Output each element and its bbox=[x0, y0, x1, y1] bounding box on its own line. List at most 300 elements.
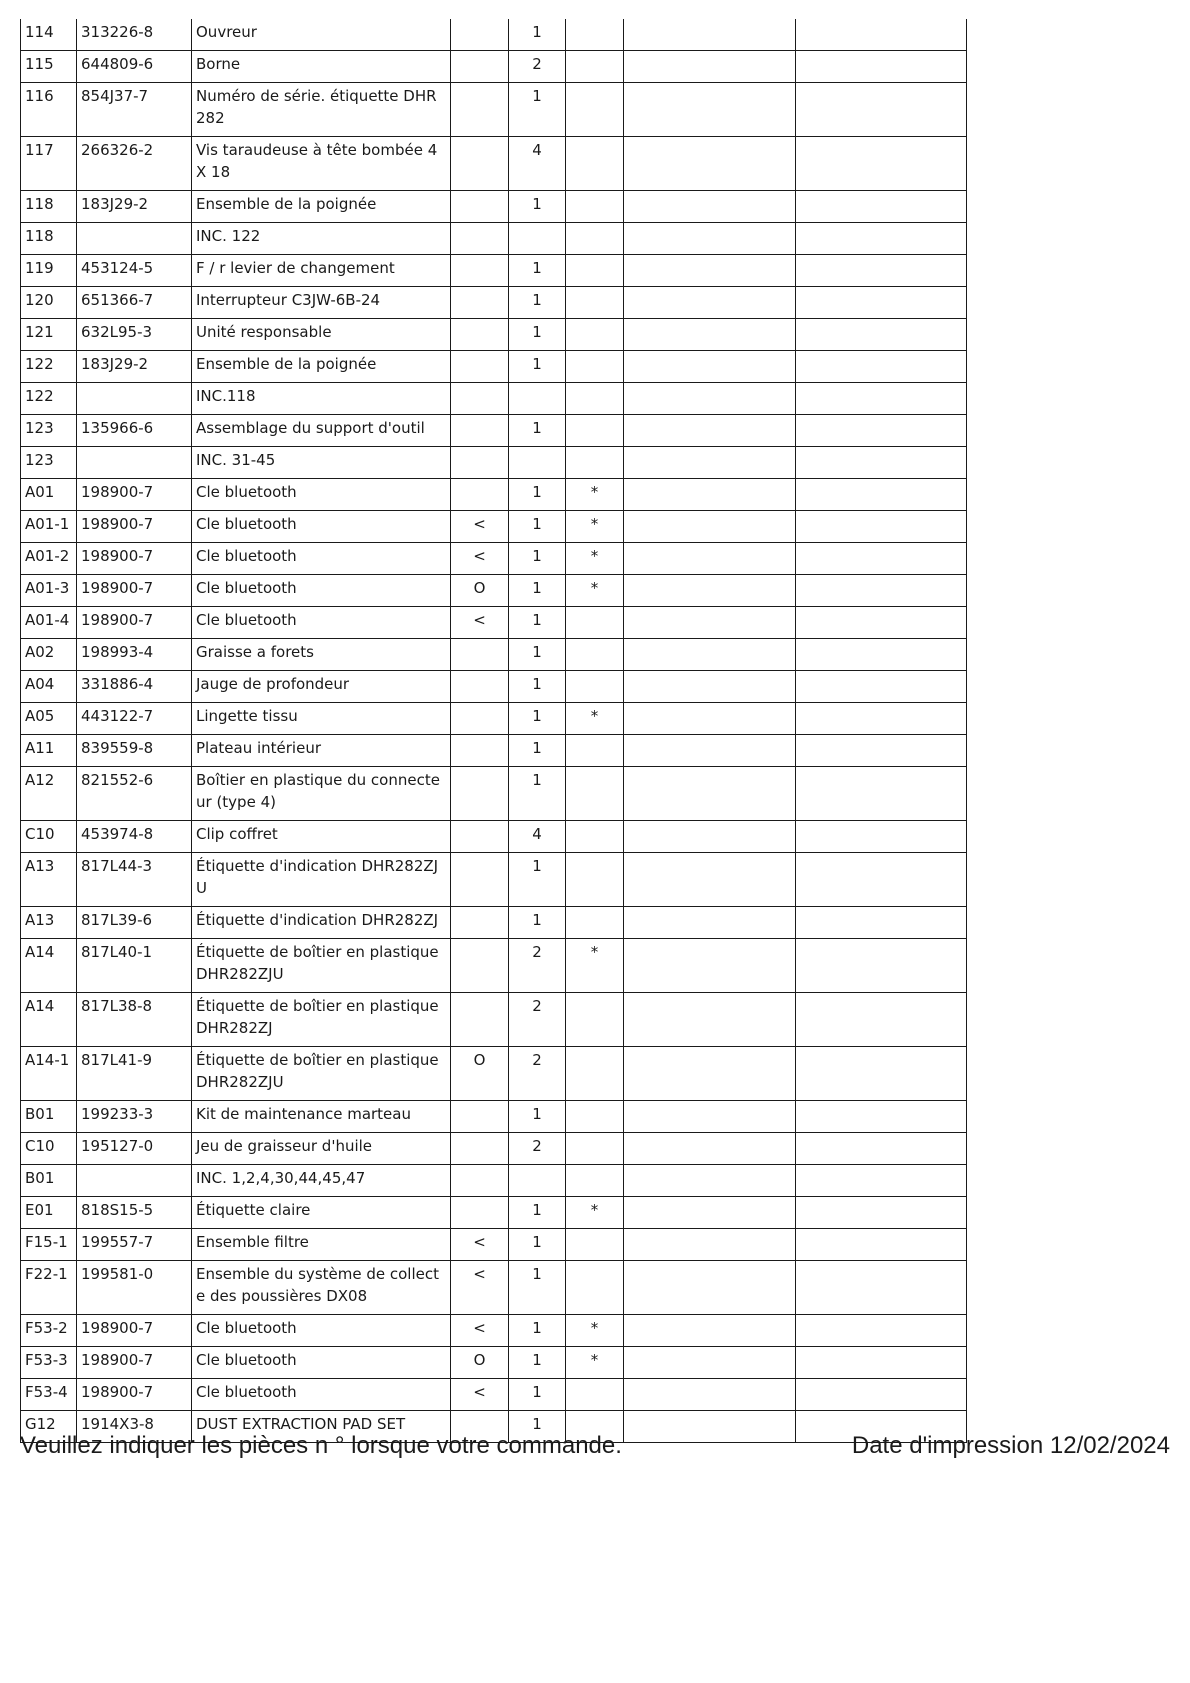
cell-quantity: 1 bbox=[509, 1379, 566, 1411]
cell-star: * bbox=[566, 511, 624, 543]
cell-part-number: 198900-7 bbox=[77, 575, 192, 607]
cell-empty bbox=[796, 83, 967, 137]
cell-mark: < bbox=[451, 511, 509, 543]
table-row bbox=[21, 1379, 967, 1411]
cell-mark bbox=[451, 1101, 509, 1133]
cell-description: INC. 122 bbox=[192, 223, 451, 255]
cell-star bbox=[566, 137, 624, 191]
cell-empty bbox=[624, 223, 796, 255]
cell-ref: A04 bbox=[21, 671, 77, 703]
cell-ref: B01 bbox=[21, 1101, 77, 1133]
cell-empty bbox=[796, 1197, 967, 1229]
cell-ref: C10 bbox=[21, 821, 77, 853]
cell-description: F / r levier de changement bbox=[192, 255, 451, 287]
cell-empty bbox=[624, 939, 796, 993]
cell-description: INC. 1,2,4,30,44,45,47 bbox=[192, 1165, 451, 1197]
cell-empty bbox=[624, 1047, 796, 1101]
cell-part-number: 199233-3 bbox=[77, 1101, 192, 1133]
cell-empty bbox=[624, 1133, 796, 1165]
cell-part-number: 821552-6 bbox=[77, 767, 192, 821]
cell-star bbox=[566, 639, 624, 671]
cell-quantity: 1 bbox=[509, 639, 566, 671]
cell-empty bbox=[624, 287, 796, 319]
cell-star bbox=[566, 223, 624, 255]
cell-empty bbox=[624, 51, 796, 83]
cell-part-number: 453974-8 bbox=[77, 821, 192, 853]
cell-description: Interrupteur C3JW-6B-24 bbox=[192, 287, 451, 319]
cell-description: Boîtier en plastique du connecte ur (type 4) bbox=[192, 767, 451, 821]
cell-mark: < bbox=[451, 1261, 509, 1315]
cell-ref: A14-1 bbox=[21, 1047, 77, 1101]
cell-ref: C10 bbox=[21, 1133, 77, 1165]
table-row bbox=[21, 351, 967, 383]
cell-description: INC. 31-45 bbox=[192, 447, 451, 479]
cell-star bbox=[566, 607, 624, 639]
cell-quantity: 1 bbox=[509, 607, 566, 639]
cell-star bbox=[566, 1379, 624, 1411]
cell-quantity: 1 bbox=[509, 543, 566, 575]
cell-mark bbox=[451, 447, 509, 479]
cell-star bbox=[566, 1165, 624, 1197]
table-row bbox=[21, 255, 967, 287]
cell-quantity: 1 bbox=[509, 1229, 566, 1261]
page-footer bbox=[20, 1432, 1170, 1460]
cell-part-number: 198993-4 bbox=[77, 639, 192, 671]
table-row bbox=[21, 447, 967, 479]
cell-part-number: 198900-7 bbox=[77, 1347, 192, 1379]
cell-part-number: 443122-7 bbox=[77, 703, 192, 735]
cell-description: Plateau intérieur bbox=[192, 735, 451, 767]
cell-empty bbox=[624, 1261, 796, 1315]
cell-star bbox=[566, 83, 624, 137]
cell-empty bbox=[796, 1229, 967, 1261]
cell-ref: A01 bbox=[21, 479, 77, 511]
cell-part-number: 651366-7 bbox=[77, 287, 192, 319]
cell-ref: A14 bbox=[21, 993, 77, 1047]
cell-ref: 117 bbox=[21, 137, 77, 191]
cell-part-number: 199557-7 bbox=[77, 1229, 192, 1261]
cell-mark bbox=[451, 383, 509, 415]
table-row bbox=[21, 821, 967, 853]
cell-ref: F53-3 bbox=[21, 1347, 77, 1379]
cell-quantity: 2 bbox=[509, 993, 566, 1047]
cell-empty bbox=[796, 511, 967, 543]
cell-empty bbox=[624, 319, 796, 351]
cell-star bbox=[566, 1047, 624, 1101]
cell-star: * bbox=[566, 1347, 624, 1379]
cell-star bbox=[566, 735, 624, 767]
cell-description: Cle bluetooth bbox=[192, 1315, 451, 1347]
cell-part-number: 135966-6 bbox=[77, 415, 192, 447]
cell-empty bbox=[796, 703, 967, 735]
parts-table-body bbox=[21, 19, 967, 1443]
cell-empty bbox=[624, 767, 796, 821]
table-row bbox=[21, 735, 967, 767]
cell-star bbox=[566, 1133, 624, 1165]
cell-quantity: 1 bbox=[509, 735, 566, 767]
cell-empty bbox=[796, 735, 967, 767]
table-row bbox=[21, 223, 967, 255]
cell-mark bbox=[451, 1133, 509, 1165]
cell-empty bbox=[796, 1347, 967, 1379]
cell-description: Graisse a forets bbox=[192, 639, 451, 671]
cell-empty bbox=[796, 447, 967, 479]
cell-quantity: 1 bbox=[509, 83, 566, 137]
cell-quantity bbox=[509, 383, 566, 415]
cell-ref: A13 bbox=[21, 907, 77, 939]
cell-description: Étiquette de boîtier en plastique DHR282ZJU bbox=[192, 939, 451, 993]
cell-quantity: 4 bbox=[509, 137, 566, 191]
cell-empty bbox=[796, 383, 967, 415]
cell-description: Cle bluetooth bbox=[192, 543, 451, 575]
cell-star: * bbox=[566, 939, 624, 993]
cell-part-number: 453124-5 bbox=[77, 255, 192, 287]
cell-description: Ensemble filtre bbox=[192, 1229, 451, 1261]
cell-description: Jauge de profondeur bbox=[192, 671, 451, 703]
cell-description: Unité responsable bbox=[192, 319, 451, 351]
cell-description: DUST EXTRACTION PAD SET bbox=[192, 1411, 451, 1443]
table-row bbox=[21, 1197, 967, 1229]
cell-quantity: 1 bbox=[509, 19, 566, 51]
cell-empty bbox=[624, 671, 796, 703]
table-row bbox=[21, 287, 967, 319]
cell-empty bbox=[796, 191, 967, 223]
cell-part-number bbox=[77, 383, 192, 415]
cell-part-number: 199581-0 bbox=[77, 1261, 192, 1315]
cell-mark bbox=[451, 907, 509, 939]
table-row bbox=[21, 1047, 967, 1101]
table-row bbox=[21, 51, 967, 83]
cell-ref: 122 bbox=[21, 383, 77, 415]
cell-mark: < bbox=[451, 1379, 509, 1411]
cell-empty bbox=[796, 607, 967, 639]
cell-part-number: 183J29-2 bbox=[77, 191, 192, 223]
cell-empty bbox=[796, 671, 967, 703]
cell-empty bbox=[624, 511, 796, 543]
table-row bbox=[21, 543, 967, 575]
cell-description: Ensemble de la poignée bbox=[192, 351, 451, 383]
cell-description: Cle bluetooth bbox=[192, 1379, 451, 1411]
cell-empty bbox=[796, 319, 967, 351]
cell-empty bbox=[796, 1133, 967, 1165]
cell-mark bbox=[451, 223, 509, 255]
cell-quantity: 1 bbox=[509, 853, 566, 907]
cell-part-number bbox=[77, 1165, 192, 1197]
cell-mark bbox=[451, 639, 509, 671]
cell-ref: 123 bbox=[21, 415, 77, 447]
cell-empty bbox=[624, 1347, 796, 1379]
cell-star bbox=[566, 853, 624, 907]
cell-description: Clip coffret bbox=[192, 821, 451, 853]
cell-star bbox=[566, 993, 624, 1047]
cell-ref: 116 bbox=[21, 83, 77, 137]
table-row bbox=[21, 1229, 967, 1261]
table-row bbox=[21, 939, 967, 993]
cell-empty bbox=[796, 939, 967, 993]
cell-ref: A01-2 bbox=[21, 543, 77, 575]
cell-empty bbox=[624, 479, 796, 511]
cell-empty bbox=[624, 447, 796, 479]
cell-empty bbox=[796, 543, 967, 575]
cell-empty bbox=[624, 1315, 796, 1347]
cell-description: Cle bluetooth bbox=[192, 479, 451, 511]
cell-empty bbox=[624, 543, 796, 575]
cell-part-number: 313226-8 bbox=[77, 19, 192, 51]
table-row bbox=[21, 671, 967, 703]
cell-ref: 118 bbox=[21, 191, 77, 223]
cell-star: * bbox=[566, 1315, 624, 1347]
cell-mark bbox=[451, 1197, 509, 1229]
cell-part-number: 854J37-7 bbox=[77, 83, 192, 137]
cell-mark bbox=[451, 853, 509, 907]
cell-quantity: 1 bbox=[509, 287, 566, 319]
cell-ref: 121 bbox=[21, 319, 77, 351]
cell-ref: A12 bbox=[21, 767, 77, 821]
cell-empty bbox=[796, 255, 967, 287]
cell-part-number: 818S15-5 bbox=[77, 1197, 192, 1229]
cell-star bbox=[566, 821, 624, 853]
cell-ref: 115 bbox=[21, 51, 77, 83]
cell-ref: A14 bbox=[21, 939, 77, 993]
cell-empty bbox=[624, 735, 796, 767]
cell-part-number: 195127-0 bbox=[77, 1133, 192, 1165]
cell-mark: O bbox=[451, 1347, 509, 1379]
cell-mark bbox=[451, 821, 509, 853]
table-row bbox=[21, 575, 967, 607]
cell-quantity: 1 bbox=[509, 191, 566, 223]
cell-empty bbox=[624, 853, 796, 907]
cell-ref: A01-4 bbox=[21, 607, 77, 639]
cell-mark bbox=[451, 703, 509, 735]
cell-quantity bbox=[509, 223, 566, 255]
cell-description: Assemblage du support d'outil bbox=[192, 415, 451, 447]
cell-quantity bbox=[509, 447, 566, 479]
cell-star bbox=[566, 383, 624, 415]
order-note: Veuillez indiquer les pièces n ° lorsque votre commande. bbox=[20, 1432, 622, 1459]
table-row bbox=[21, 1261, 967, 1315]
table-row bbox=[21, 703, 967, 735]
cell-empty bbox=[624, 137, 796, 191]
cell-part-number: 331886-4 bbox=[77, 671, 192, 703]
cell-description: Ouvreur bbox=[192, 19, 451, 51]
cell-star: * bbox=[566, 543, 624, 575]
cell-mark bbox=[451, 1165, 509, 1197]
cell-description: Étiquette d'indication DHR282ZJ bbox=[192, 907, 451, 939]
cell-ref: 122 bbox=[21, 351, 77, 383]
table-row bbox=[21, 383, 967, 415]
cell-empty bbox=[624, 1197, 796, 1229]
cell-description: INC.118 bbox=[192, 383, 451, 415]
table-row bbox=[21, 1133, 967, 1165]
cell-description: Cle bluetooth bbox=[192, 1347, 451, 1379]
cell-quantity: 1 bbox=[509, 1347, 566, 1379]
cell-empty bbox=[624, 993, 796, 1047]
cell-empty bbox=[624, 415, 796, 447]
table-row bbox=[21, 993, 967, 1047]
table-row bbox=[21, 607, 967, 639]
cell-description: Borne bbox=[192, 51, 451, 83]
cell-empty bbox=[624, 1165, 796, 1197]
cell-empty bbox=[796, 993, 967, 1047]
cell-part-number: 817L40-1 bbox=[77, 939, 192, 993]
cell-mark bbox=[451, 767, 509, 821]
cell-description: Kit de maintenance marteau bbox=[192, 1101, 451, 1133]
cell-empty bbox=[796, 907, 967, 939]
cell-empty bbox=[624, 383, 796, 415]
cell-star bbox=[566, 907, 624, 939]
cell-ref: 114 bbox=[21, 19, 77, 51]
cell-empty bbox=[796, 1379, 967, 1411]
cell-star: * bbox=[566, 479, 624, 511]
cell-empty bbox=[624, 191, 796, 223]
cell-star: * bbox=[566, 575, 624, 607]
cell-empty bbox=[624, 19, 796, 51]
cell-part-number: 817L44-3 bbox=[77, 853, 192, 907]
cell-part-number: 198900-7 bbox=[77, 511, 192, 543]
cell-description: Étiquette d'indication DHR282ZJ U bbox=[192, 853, 451, 907]
cell-description: Étiquette de boîtier en plastique DHR282ZJU bbox=[192, 1047, 451, 1101]
cell-star bbox=[566, 447, 624, 479]
cell-quantity: 1 bbox=[509, 575, 566, 607]
parts-table bbox=[20, 19, 967, 1443]
cell-star bbox=[566, 51, 624, 83]
cell-description: Lingette tissu bbox=[192, 703, 451, 735]
cell-mark: < bbox=[451, 607, 509, 639]
cell-description: Ensemble de la poignée bbox=[192, 191, 451, 223]
cell-description: Cle bluetooth bbox=[192, 607, 451, 639]
cell-ref: F15-1 bbox=[21, 1229, 77, 1261]
cell-description: Vis taraudeuse à tête bombée 4X 18 bbox=[192, 137, 451, 191]
cell-quantity: 2 bbox=[509, 939, 566, 993]
cell-star bbox=[566, 415, 624, 447]
cell-empty bbox=[796, 351, 967, 383]
cell-ref: 123 bbox=[21, 447, 77, 479]
cell-mark bbox=[451, 351, 509, 383]
cell-empty bbox=[624, 639, 796, 671]
cell-quantity: 1 bbox=[509, 255, 566, 287]
cell-star bbox=[566, 1261, 624, 1315]
table-row bbox=[21, 191, 967, 223]
cell-empty bbox=[796, 821, 967, 853]
cell-mark bbox=[451, 939, 509, 993]
cell-ref: F22-1 bbox=[21, 1261, 77, 1315]
cell-quantity: 4 bbox=[509, 821, 566, 853]
cell-mark bbox=[451, 415, 509, 447]
cell-part-number: 198900-7 bbox=[77, 1315, 192, 1347]
cell-empty bbox=[796, 853, 967, 907]
table-row bbox=[21, 415, 967, 447]
cell-ref: B01 bbox=[21, 1165, 77, 1197]
cell-mark bbox=[451, 479, 509, 511]
cell-mark bbox=[451, 735, 509, 767]
cell-empty bbox=[796, 137, 967, 191]
table-row bbox=[21, 907, 967, 939]
cell-description: Cle bluetooth bbox=[192, 511, 451, 543]
cell-ref: G12 bbox=[21, 1411, 77, 1443]
cell-part-number: 644809-6 bbox=[77, 51, 192, 83]
cell-empty bbox=[624, 703, 796, 735]
cell-part-number: 839559-8 bbox=[77, 735, 192, 767]
cell-quantity: 1 bbox=[509, 351, 566, 383]
cell-ref: A01-3 bbox=[21, 575, 77, 607]
cell-quantity: 1 bbox=[509, 1197, 566, 1229]
cell-empty bbox=[796, 1101, 967, 1133]
cell-mark bbox=[451, 19, 509, 51]
cell-empty bbox=[796, 479, 967, 511]
cell-empty bbox=[796, 1165, 967, 1197]
cell-star bbox=[566, 287, 624, 319]
cell-ref: F53-2 bbox=[21, 1315, 77, 1347]
cell-ref: A02 bbox=[21, 639, 77, 671]
cell-mark bbox=[451, 993, 509, 1047]
cell-empty bbox=[624, 821, 796, 853]
cell-part-number: 1914X3-8 bbox=[77, 1411, 192, 1443]
cell-star: * bbox=[566, 703, 624, 735]
cell-empty bbox=[796, 1315, 967, 1347]
cell-mark bbox=[451, 191, 509, 223]
cell-mark bbox=[451, 83, 509, 137]
cell-star bbox=[566, 671, 624, 703]
table-row bbox=[21, 1165, 967, 1197]
table-row bbox=[21, 853, 967, 907]
cell-ref: 120 bbox=[21, 287, 77, 319]
cell-ref: A11 bbox=[21, 735, 77, 767]
cell-quantity bbox=[509, 1165, 566, 1197]
table-row bbox=[21, 83, 967, 137]
cell-quantity: 1 bbox=[509, 907, 566, 939]
cell-part-number: 183J29-2 bbox=[77, 351, 192, 383]
cell-empty bbox=[624, 83, 796, 137]
cell-mark bbox=[451, 287, 509, 319]
cell-empty bbox=[624, 907, 796, 939]
cell-ref: A13 bbox=[21, 853, 77, 907]
cell-mark bbox=[451, 51, 509, 83]
cell-mark: < bbox=[451, 1229, 509, 1261]
cell-empty bbox=[796, 51, 967, 83]
cell-empty bbox=[796, 415, 967, 447]
cell-part-number: 198900-7 bbox=[77, 479, 192, 511]
cell-part-number: 817L39-6 bbox=[77, 907, 192, 939]
cell-star bbox=[566, 19, 624, 51]
cell-part-number: 632L95-3 bbox=[77, 319, 192, 351]
cell-star bbox=[566, 255, 624, 287]
cell-part-number bbox=[77, 447, 192, 479]
cell-empty bbox=[796, 1261, 967, 1315]
cell-mark bbox=[451, 671, 509, 703]
cell-part-number: 266326-2 bbox=[77, 137, 192, 191]
cell-description: Cle bluetooth bbox=[192, 575, 451, 607]
cell-mark: < bbox=[451, 1315, 509, 1347]
cell-ref: 118 bbox=[21, 223, 77, 255]
cell-quantity: 2 bbox=[509, 1047, 566, 1101]
cell-quantity: 1 bbox=[509, 767, 566, 821]
cell-empty bbox=[624, 607, 796, 639]
cell-quantity: 1 bbox=[509, 479, 566, 511]
cell-empty bbox=[796, 575, 967, 607]
cell-description: Numéro de série. étiquette DHR 282 bbox=[192, 83, 451, 137]
cell-empty bbox=[624, 1229, 796, 1261]
cell-part-number: 817L38-8 bbox=[77, 993, 192, 1047]
cell-ref: A01-1 bbox=[21, 511, 77, 543]
cell-mark: O bbox=[451, 575, 509, 607]
cell-quantity: 1 bbox=[509, 1101, 566, 1133]
cell-empty bbox=[624, 255, 796, 287]
cell-part-number: 198900-7 bbox=[77, 543, 192, 575]
table-row bbox=[21, 511, 967, 543]
cell-description: Étiquette de boîtier en plastique DHR282ZJ bbox=[192, 993, 451, 1047]
table-row bbox=[21, 639, 967, 671]
cell-empty bbox=[796, 639, 967, 671]
